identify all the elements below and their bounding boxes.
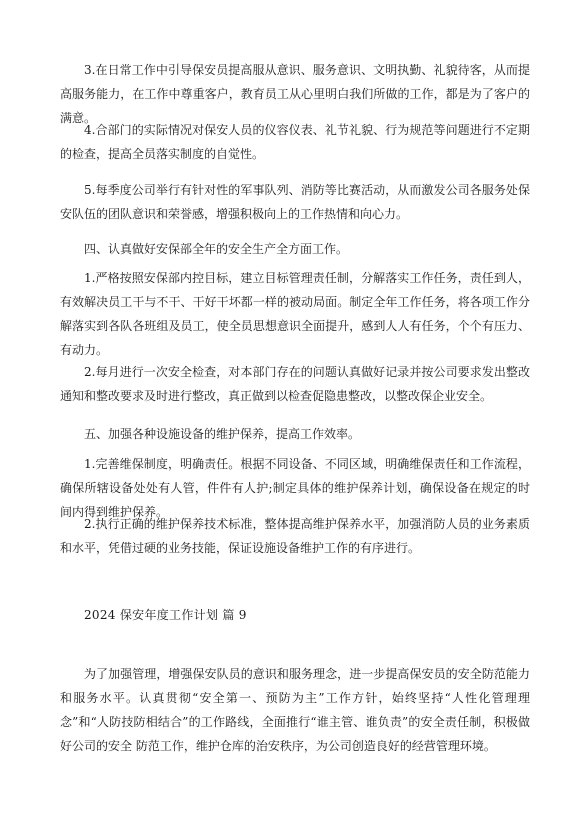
paragraph-monthly-check: 2.每月进行一次安全检查，对本部门存在的问题认真做好记录并按公司要求发出整改通知和整改要求及时进行整改，真正做到以检查促隐患整改，以整改保企业安全。 <box>60 365 530 403</box>
paragraph-plan-intro: 为了加强管理，增强保安队员的意识和服务理念，进一步提高保安员的安全防范能力和服务水平。认真贯彻“安全第一、预防为主”工作方针，始终坚持“人性化管理理念”和“人防技防相结合”的工作路线，全面推行“谁主管、谁负责”的安全责任制，积极做好公司的安全 防范工作，维护仓库的治安秩序，为公司创造良好的经营管理环境。 <box>60 667 530 753</box>
paragraph-responsibility: 1.严格按照安保部内控目标，建立目标管理责任制，分解落实工作任务，责任到人，有效解决员工干与不干、干好干坏都一样的被动局面。制定全年工作任务，将各项工作分解落实到各队各班组及员工，使全员思想意识全面提升，感到人人有任务，个个有压力、有动力。 <box>60 271 530 357</box>
section-heading-4: 四、认真做好安保部全年的安全生产全方面工作。 <box>84 242 349 256</box>
paragraph-maintenance-system: 1.完善维保制度，明确责任。根据不同设备、不同区域，明确维保责任和工作流程，确保所辖设备处处有人管，件件有人护;制定具体的维护保养计划，确保设备在规定的时间内得到维护保养。 <box>60 457 530 519</box>
plan-title: 2024 保安年度工作计划 篇 9 <box>84 608 247 622</box>
paragraph-inspection: 4.合部门的实际情况对保安人员的仪容仪表、礼节礼貌、行为规范等问题进行不定期的检查，提高全员落实制度的自觉性。 <box>60 123 530 161</box>
section-heading-5: 五、加强各种设施设备的维护保养，提高工作效率。 <box>84 427 361 441</box>
paragraph-competition: 5.每季度公司举行有针对性的军事队列、消防等比赛活动，从而激发公司各服务处保安队伍的团队意识和荣誉感，增强积极向上的工作热情和向心力。 <box>60 183 530 221</box>
paragraph-maintenance-standard: 2.执行正确的维护保养技术标准，整体提高维护保养水平，加强消防人员的业务素质和水平，凭借过硬的业务技能，保证设施设备维护工作的有序进行。 <box>60 517 530 555</box>
paragraph-service-awareness: 3.在日常工作中引导保安员提高服从意识、服务意识、文明执勤、礼貌待客，从而提高服务能力，在工作中尊重客户，教育员工从心里明白我们所做的工作，都是为了客户的满意。 <box>60 63 530 125</box>
